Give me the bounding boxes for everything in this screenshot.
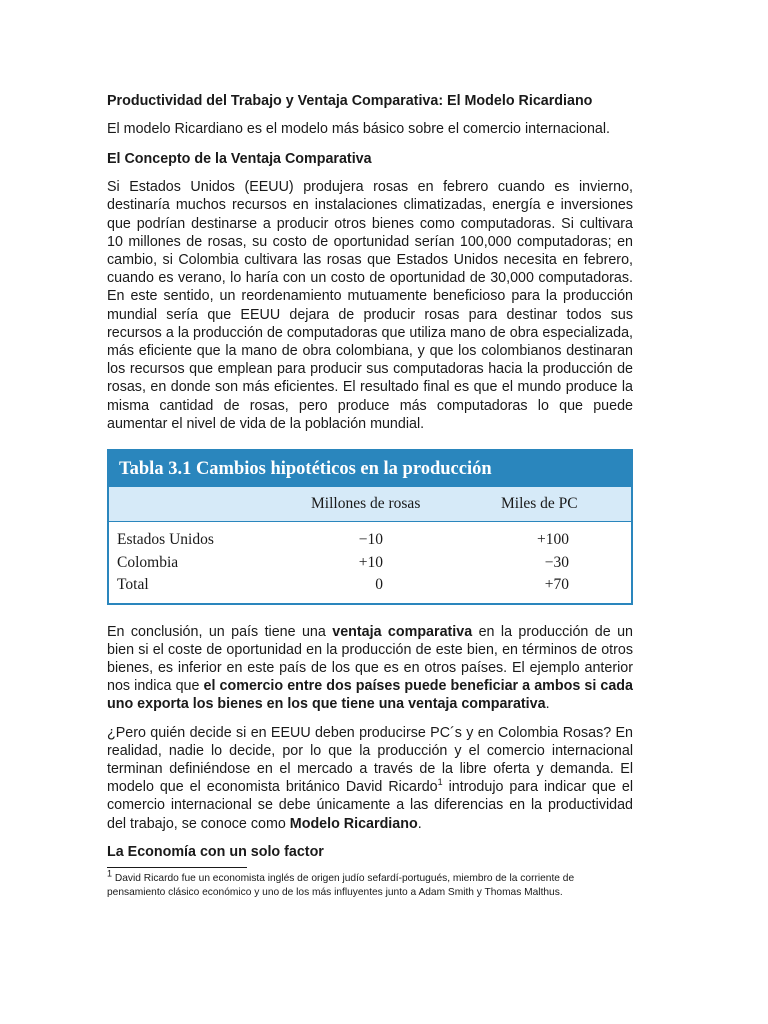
footnote-divider: [107, 867, 247, 868]
question-text: .: [417, 815, 422, 832]
intro-paragraph: El modelo Ricardiano es el modelo más básico sobre el comercio internacional.: [107, 121, 611, 137]
cell-rosas: +10: [358, 553, 383, 571]
table-title: Tabla 3.1 Cambios hipotéticos en la producción: [109, 451, 631, 487]
table-row: [109, 574, 631, 597]
conclusion-text: En conclusión, un país tiene una: [107, 623, 333, 640]
cell-rosas: −10: [358, 531, 383, 549]
row-label: Total: [117, 576, 149, 594]
row-label: Estados Unidos: [117, 531, 214, 549]
conclusion-text: .: [545, 696, 550, 713]
document-title: Productividad del Trabajo y Ventaja Comparativa: El Modelo Ricardiano: [107, 93, 593, 109]
footnote-mark: 1: [107, 868, 113, 879]
bold-statement-comercio: el comercio entre dos países puede beneficiar a ambos si cada uno exporta los bienes en los que tiene una ventaja comparativa: [107, 678, 633, 713]
cell-pc: +100: [537, 531, 569, 549]
conclusion-paragraph: [107, 623, 633, 714]
column-header-rosas: Millones de rosas: [311, 495, 421, 513]
footnote: [107, 868, 633, 900]
section-heading-ventaja: El Concepto de la Ventaja Comparativa: [107, 151, 372, 168]
section-heading-economia: La Economía con un solo factor: [107, 843, 324, 860]
bold-term-modelo: Modelo Ricardiano: [289, 815, 418, 832]
bold-term-ventaja: ventaja comparativa: [332, 623, 473, 640]
row-label: Colombia: [117, 553, 179, 571]
table-row: [109, 529, 631, 552]
conclusion-text: en la producción de un bien si el coste de oportunidad en la producción de este bien, en términos de otros bienes, es inferior en este país de los que es en otros países. El ejemplo anterior nos indica que: [107, 623, 633, 695]
question-paragraph: [107, 724, 633, 833]
column-header-pc: Miles de PC: [501, 495, 578, 513]
table-row: [109, 552, 631, 575]
cell-rosas: 0: [375, 576, 383, 594]
section-paragraph-ventaja: Si Estados Unidos (EEUU) produjera rosas en febrero cuando es invierno, destinaría muchos recursos en instalaciones climatizadas, energía e inversiones que podrían destinarse a producir otros bienes como computadoras. Si cultivara 10 millones de rosas, su costo de oportunidad serían 100,000 computadoras; en cambio, si Colombia cultivara las rosas que Estados Unidos necesita en febrero, cuando es verano, lo haría con un costo de oportunidad de 30,000 computadoras. En este sentido, un reordenamiento mutuamente beneficioso para la producción mundial sería que EEUU dejara de producir rosas para destinar todos sus recursos a la producción de computadoras que utiliza mano de obra especializada, más eficiente que la mano de obra colombiana, y que los colombianos destinaran los recursos que emplean para producir sus computadoras hacia la producción de rosas, en donde son más eficientes. El resultado final es que el mundo produce la misma cantidad de rosas, pero produce más computadoras lo que puede aumentar el nivel de vida de la población mundial.: [107, 179, 633, 432]
question-text: ¿Pero quién decide si en EEUU deben producirse PC´s y en Colombia Rosas? En realidad, nadie lo decide, por lo que la producción y el comercio internacional terminan definiéndose en el mercado a través de la libre oferta y demanda. El modelo que el economista británico David Ricardo: [107, 724, 633, 796]
production-table: [107, 449, 633, 605]
cell-pc: −30: [544, 553, 569, 571]
question-text: introdujo para indicar que el comercio internacional se debe únicamente a las diferencias en la productividad del trabajo, se conoce como: [107, 779, 634, 832]
cell-pc: +70: [544, 576, 569, 594]
table-body: [109, 522, 631, 603]
footnote-reference[interactable]: 1: [437, 777, 443, 788]
document-page: [107, 92, 633, 900]
table-header-row: [109, 487, 631, 522]
footnote-text: David Ricardo fue un economista inglés de origen judío sefardí-portugués, miembro de la corriente de pensamiento clásico económico y uno de los más influyentes junto a Adam Smith y Thomas Malthus.: [107, 872, 575, 898]
